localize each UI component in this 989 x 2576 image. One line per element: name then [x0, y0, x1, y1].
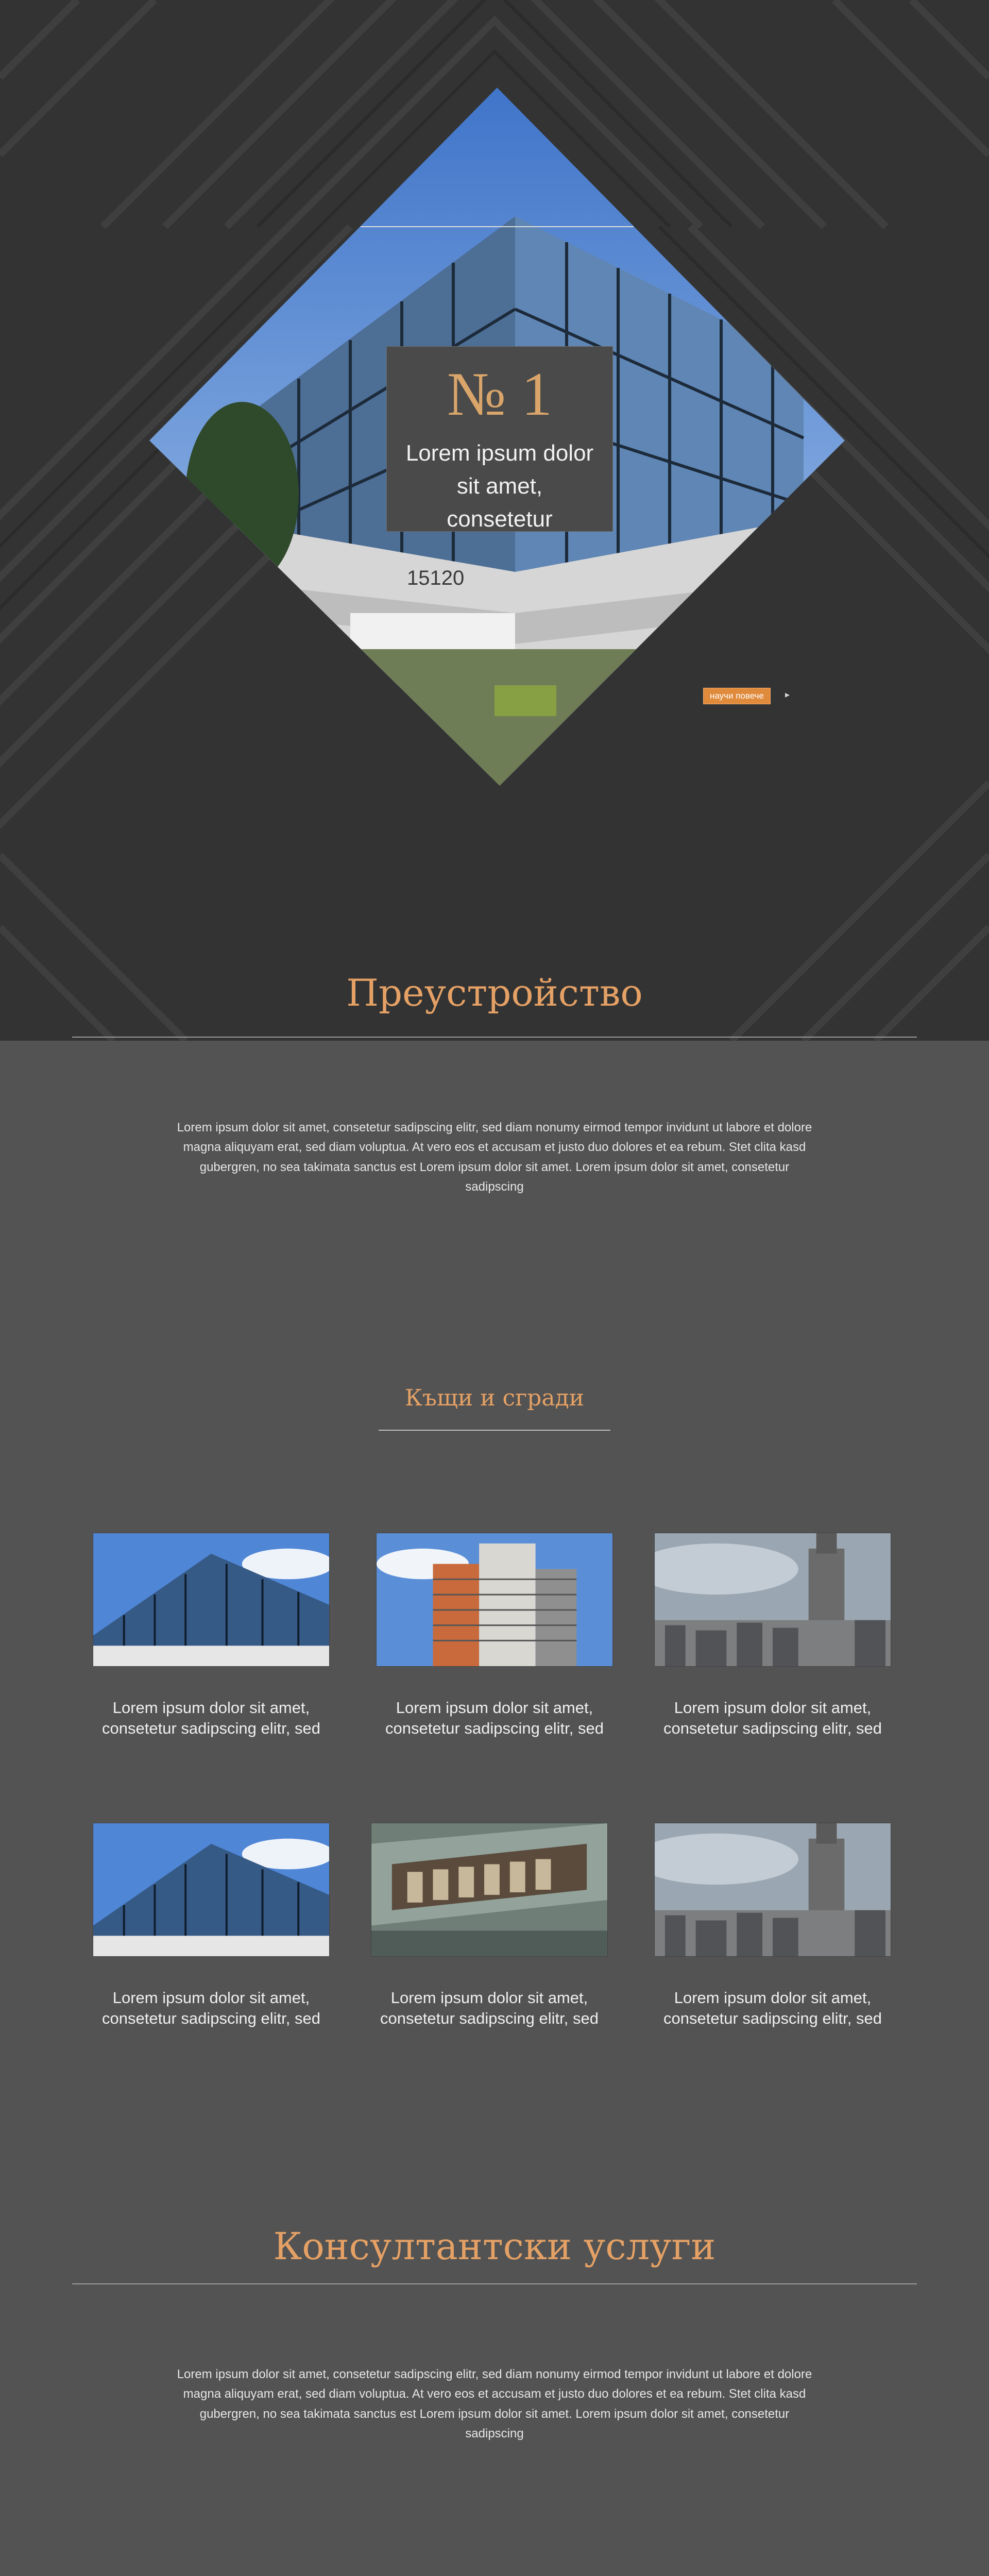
project-image-residential-tower[interactable]	[376, 1533, 613, 1667]
card-caption: Lorem ipsum dolor sit amet, consetetur sadipscing elitr, sed	[385, 1699, 604, 1738]
project-image-city-tower[interactable]	[654, 1533, 891, 1667]
project-card[interactable]	[376, 1533, 613, 1739]
learn-more-button[interactable]: научи повече	[703, 688, 771, 704]
project-image-glass-office[interactable]	[93, 1533, 330, 1667]
divider	[379, 1430, 610, 1431]
section-title-renovation: Преустройство	[346, 971, 643, 1014]
project-image-glass-office[interactable]	[93, 1823, 330, 1957]
project-image-facade-lettering[interactable]	[371, 1823, 608, 1957]
hero-number: № 1	[447, 360, 553, 428]
hero-section	[0, 0, 989, 1041]
card-caption: Lorem ipsum dolor sit amet, consetetur sadipscing elitr, sed	[380, 1989, 599, 2028]
project-card[interactable]	[93, 1823, 330, 2029]
project-image-city-tower[interactable]	[654, 1823, 891, 1957]
section-title-consulting: Консултантски услуги	[273, 2225, 716, 2268]
arrow-right-icon[interactable]: ▸	[785, 689, 790, 700]
hero-card	[386, 346, 613, 532]
project-card[interactable]	[371, 1823, 608, 2029]
section-lead-renovation: Lorem ipsum dolor sit amet, consetetur sadipscing elitr, sed diam nonumy eirmod tempor invidunt ut labore et dolore magna aliquyam erat, sed diam voluptua. At vero eos et accusam et justo duo dolores et ea rebum. Stet clita kasd gubergren, no sea takimata sanctus est Lorem ipsum dolor sit amet. Lorem ipsum dolor sit amet, consetetur sadipscing	[177, 1121, 812, 1194]
project-card[interactable]	[654, 1823, 891, 2029]
divider	[72, 2283, 917, 2284]
card-caption: Lorem ipsum dolor sit amet, consetetur sadipscing elitr, sed	[663, 1699, 882, 1738]
card-caption: Lorem ipsum dolor sit amet, consetetur sadipscing elitr, sed	[102, 1989, 320, 2028]
section-lead-consulting: Lorem ipsum dolor sit amet, consetetur sadipscing elitr, sed diam nonumy eirmod tempor invidunt ut labore et dolore magna aliquyam erat, sed diam voluptua. At vero eos et accusam et justo duo dolores et ea rebum. Stet clita kasd gubergren, no sea takimata sanctus est Lorem ipsum dolor sit amet. Lorem ipsum dolor sit amet, consetetur sadipscing	[177, 2367, 812, 2441]
building-number: 15120	[407, 567, 465, 589]
project-card[interactable]	[654, 1533, 891, 1739]
card-caption: Lorem ipsum dolor sit amet, consetetur sadipscing elitr, sed	[663, 1989, 882, 2028]
section-title-houses: Къщи и сгради	[404, 1385, 585, 1411]
hero-tagline: Lorem ipsum dolor sit amet, consetetur	[405, 440, 594, 532]
card-caption: Lorem ipsum dolor sit amet, consetetur sadipscing elitr, sed	[102, 1699, 320, 1738]
divider	[72, 1037, 917, 1038]
project-card[interactable]	[93, 1533, 330, 1739]
